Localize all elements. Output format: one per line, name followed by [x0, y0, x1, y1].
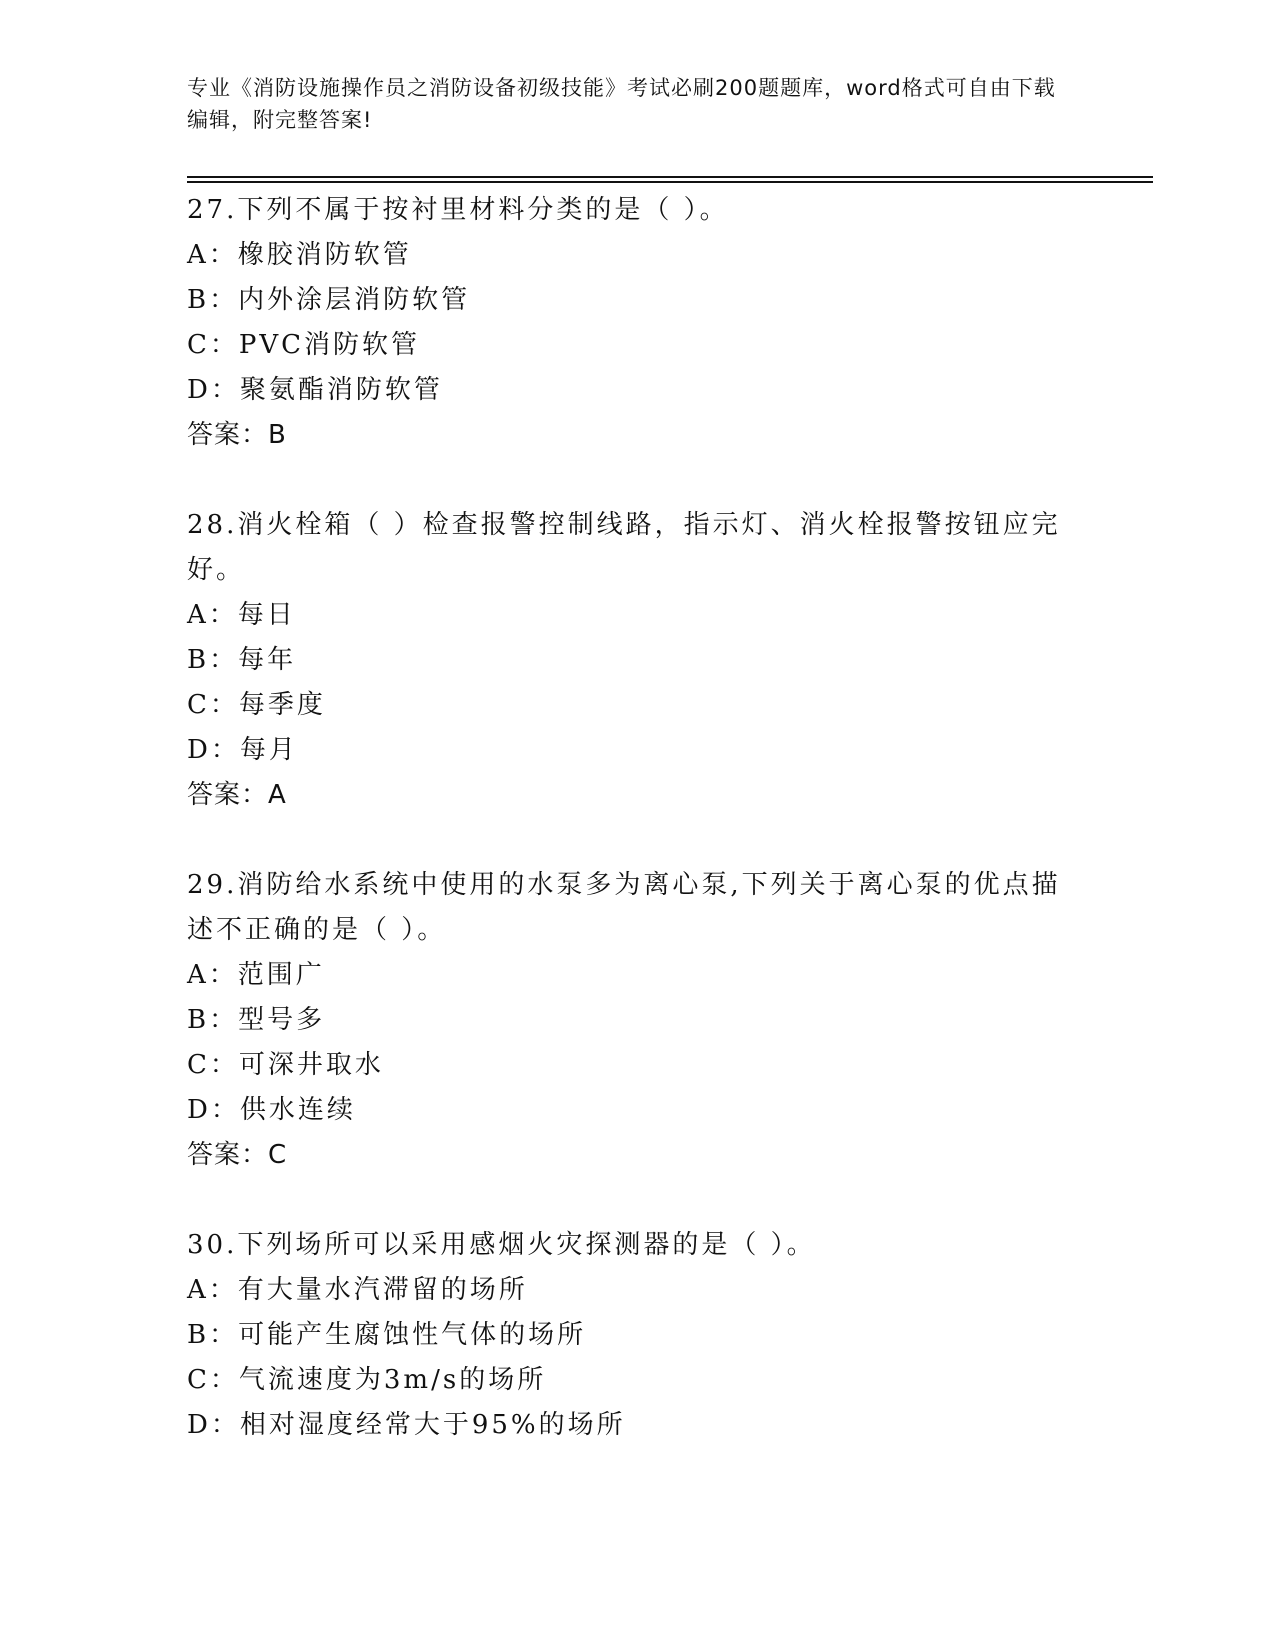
option-c: C：PVC消防软管 — [187, 330, 421, 360]
question-stem: 30.下列场所可以采用感烟火灾探测器的是（ ）。 — [187, 1230, 816, 1260]
question-28 — [187, 503, 1087, 818]
document-header: 专业《消防设施操作员之消防设备初级技能》考试必刷200题题库，word格式可自由下载编辑，附完整答案! — [187, 76, 1056, 132]
option-d: D：每月 — [187, 735, 298, 765]
header-divider-top — [187, 176, 1153, 178]
option-b: B：每年 — [187, 645, 297, 675]
header-divider-bottom — [187, 181, 1153, 183]
question-29 — [187, 863, 1087, 1178]
option-b: B：可能产生腐蚀性气体的场所 — [187, 1320, 587, 1350]
option-d: D：供水连续 — [187, 1095, 356, 1125]
question-stem: 29.消防给水系统中使用的水泵多为离心泵,下列关于离心泵的优点描述不正确的是（ ）。 — [187, 870, 1061, 945]
answer-label: 答案：A — [187, 780, 287, 810]
question-30 — [187, 1223, 1087, 1448]
answer-label: 答案：C — [187, 1140, 288, 1170]
option-a: A：每日 — [187, 600, 296, 630]
option-d: D：相对湿度经常大于95%的场所 — [187, 1410, 626, 1440]
option-b: B：内外涂层消防软管 — [187, 285, 471, 315]
question-27 — [187, 188, 1087, 458]
option-d: D：聚氨酯消防软管 — [187, 375, 443, 405]
option-c: C：气流速度为3m/s的场所 — [187, 1365, 547, 1395]
answer-label: 答案：B — [187, 420, 287, 450]
question-stem: 28.消火栓箱（ ）检查报警控制线路，指示灯、消火栓报警按钮应完好。 — [187, 510, 1061, 585]
option-a: A：范围广 — [187, 960, 325, 990]
question-list — [187, 188, 1087, 1448]
option-c: C：可深井取水 — [187, 1050, 384, 1080]
option-b: B：型号多 — [187, 1005, 326, 1035]
question-stem: 27.下列不属于按衬里材料分类的是（ ）。 — [187, 195, 729, 225]
option-a: A：有大量水汽滞留的场所 — [187, 1275, 528, 1305]
option-a: A：橡胶消防软管 — [187, 240, 412, 270]
option-c: C：每季度 — [187, 690, 326, 720]
